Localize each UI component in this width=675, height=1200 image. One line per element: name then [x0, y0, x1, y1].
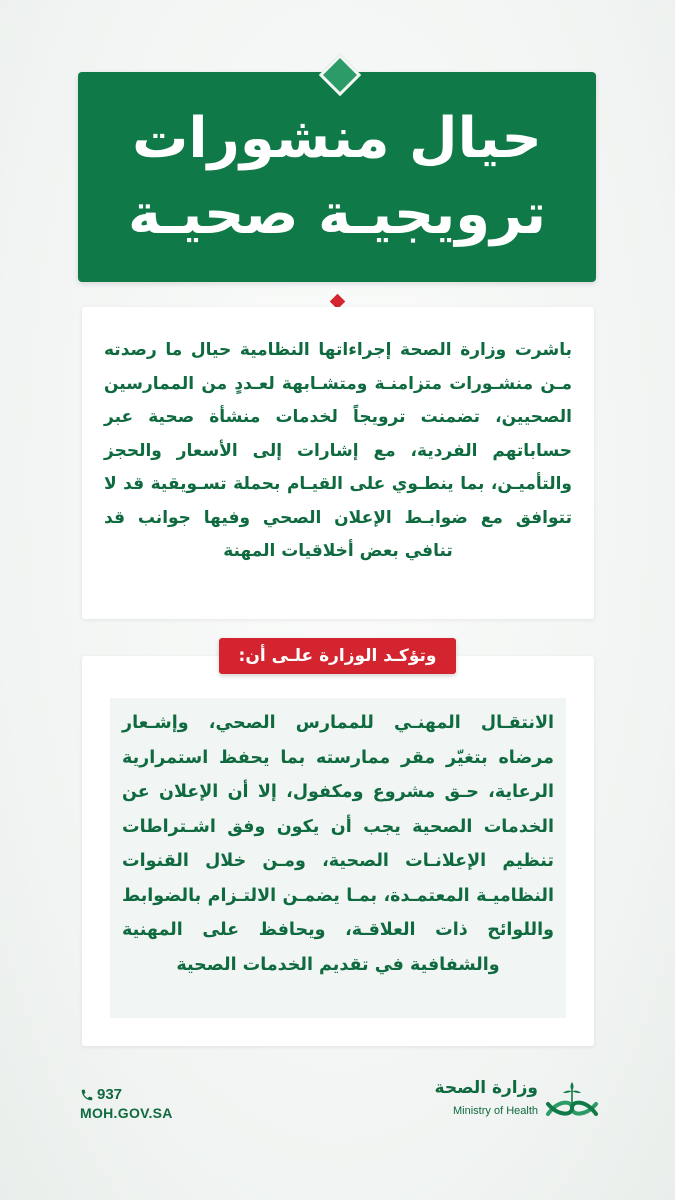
moh-emblem-icon — [542, 1078, 602, 1126]
title-banner — [78, 72, 596, 282]
phone-icon — [80, 1088, 94, 1102]
intro-paragraph: باشرت وزارة الصحة إجراءاتها النظامية حيال ما رصدته مـن منشـورات متزامنـة ومتشـابهة لعـددٍ من الممارسين الصحيين، تضمنت ترويجاً لخدمات منشأة صحية عبر حساباتهم الفردية، مع إشارات إلى الأسعار والحجز والتأميـن، بما ينطـوي على القيـام بحملة تسـويقية قد لا تتوافق مع ضوابـط الإعلان الصحي وفيها جوانب قد تنافي بعض أخلاقيات المهنة — [104, 340, 572, 561]
website-link[interactable]: MOH.GOV.SA — [80, 1105, 173, 1121]
ministry-confirms-heading: وتؤكـد الوزارة علـى أن: — [219, 638, 456, 674]
ministry-name-english: Ministry of Health — [453, 1105, 538, 1117]
contact-info — [80, 1086, 173, 1121]
page-title-line-1: حيال منشورات — [132, 106, 542, 171]
ministry-logo — [432, 1078, 602, 1128]
phone-row[interactable] — [80, 1086, 173, 1103]
ministry-name-arabic: وزارة الصحة — [434, 1078, 538, 1098]
page-title-line-2: ترويجيـة صحيـة — [128, 182, 546, 247]
statement-paragraph: الانتقـال المهنـي للممارس الصحي، وإشـعار مرضاه بتغيّر مقر ممارسته بما يحفظ استمرارية الرعاية، حـق مشروع ومكفول، إلا أن الإعلان عن الخدمات الصحية يجب أن يكون وفق اشـتراطات تنظيم الإعلانـات الصحية، ومـن خلال القنوات النظاميـة المعتمـدة، بمـا يضمـن الالتـزام بالضوابط واللوائح ذات العلاقـة، ويحافظ على المهنية والشفافية في تقديم الخدمات الصحية — [122, 713, 554, 975]
phone-number: 937 — [97, 1086, 123, 1103]
